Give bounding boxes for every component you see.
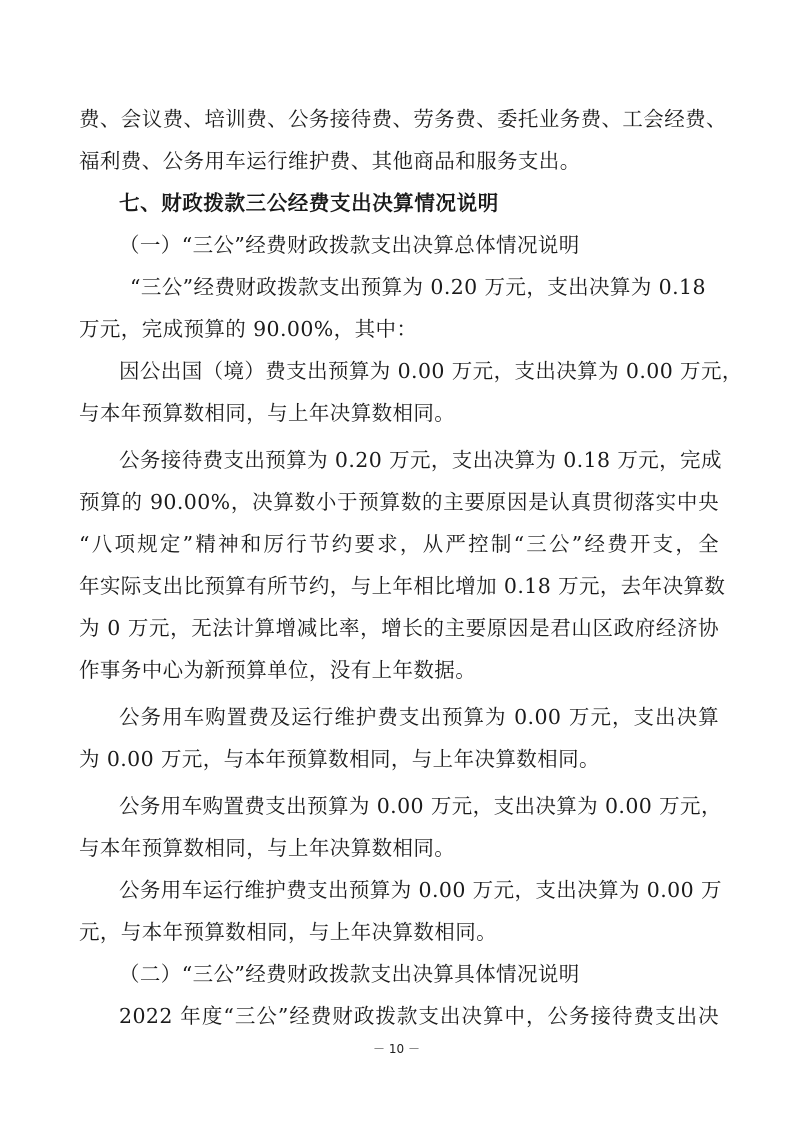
- text-line: 年实际支出比预算有所节约，与上年相比增加 0.18 万元，去年决算数: [79, 574, 726, 598]
- text-line: 2022 年度“三公”经费财政拨款支出决算中，公务接待费支出决: [119, 1004, 719, 1028]
- subsection-heading: （二）“三公”经费财政拨款支出决算具体情况说明: [119, 962, 580, 986]
- subsection-heading: （一）“三公”经费财政拨款支出决算总体情况说明: [119, 233, 580, 257]
- section-heading: 七、财政拨款三公经费支出决算情况说明: [119, 191, 499, 215]
- page-number: － 10 －: [373, 1042, 420, 1056]
- text-line: 福利费、公务用车运行维护费、其他商品和服务支出。: [79, 149, 581, 173]
- text-line: 为 0 万元，无法计算增减比率，增长的主要原因是君山区政府经济协: [79, 616, 719, 640]
- text-line: 因公出国（境）费支出预算为 0.00 万元，支出决算为 0.00 万元，: [119, 359, 743, 383]
- text-line: 公务接待费支出预算为 0.20 万元，支出决算为 0.18 万元，完成: [119, 448, 722, 472]
- text-line: 元，与本年预算数相同，与上年决算数相同。: [79, 920, 497, 944]
- text-line: 公务用车购置费支出预算为 0.00 万元，支出决算为 0.00 万元，: [119, 794, 722, 818]
- text-line: 公务用车运行维护费支出预算为 0.00 万元，支出决算为 0.00 万: [119, 878, 722, 902]
- text-line: 为 0.00 万元，与本年预算数相同，与上年决算数相同。: [79, 747, 600, 771]
- text-line: 预算的 90.00%，决算数小于预算数的主要原因是认真贯彻落实中央: [79, 490, 719, 514]
- text-line: 费、会议费、培训费、公务接待费、劳务费、委托业务费、工会经费、: [79, 107, 727, 131]
- text-line: 与本年预算数相同，与上年决算数相同。: [79, 401, 456, 425]
- text-line: “三公”经费财政拨款支出预算为 0.20 万元，支出决算为 0.18: [130, 275, 706, 299]
- text-line: 公务用车购置费及运行维护费支出预算为 0.00 万元，支出决算: [119, 705, 719, 729]
- text-line: 作事务中心为新预算单位，没有上年数据。: [79, 658, 477, 682]
- text-line: 万元，完成预算的 90.00%，其中：: [79, 317, 418, 341]
- text-line: 与本年预算数相同，与上年决算数相同。: [79, 836, 456, 860]
- text-line: “八项规定”精神和厉行节约要求，从严控制“三公”经费开支，全: [79, 532, 719, 556]
